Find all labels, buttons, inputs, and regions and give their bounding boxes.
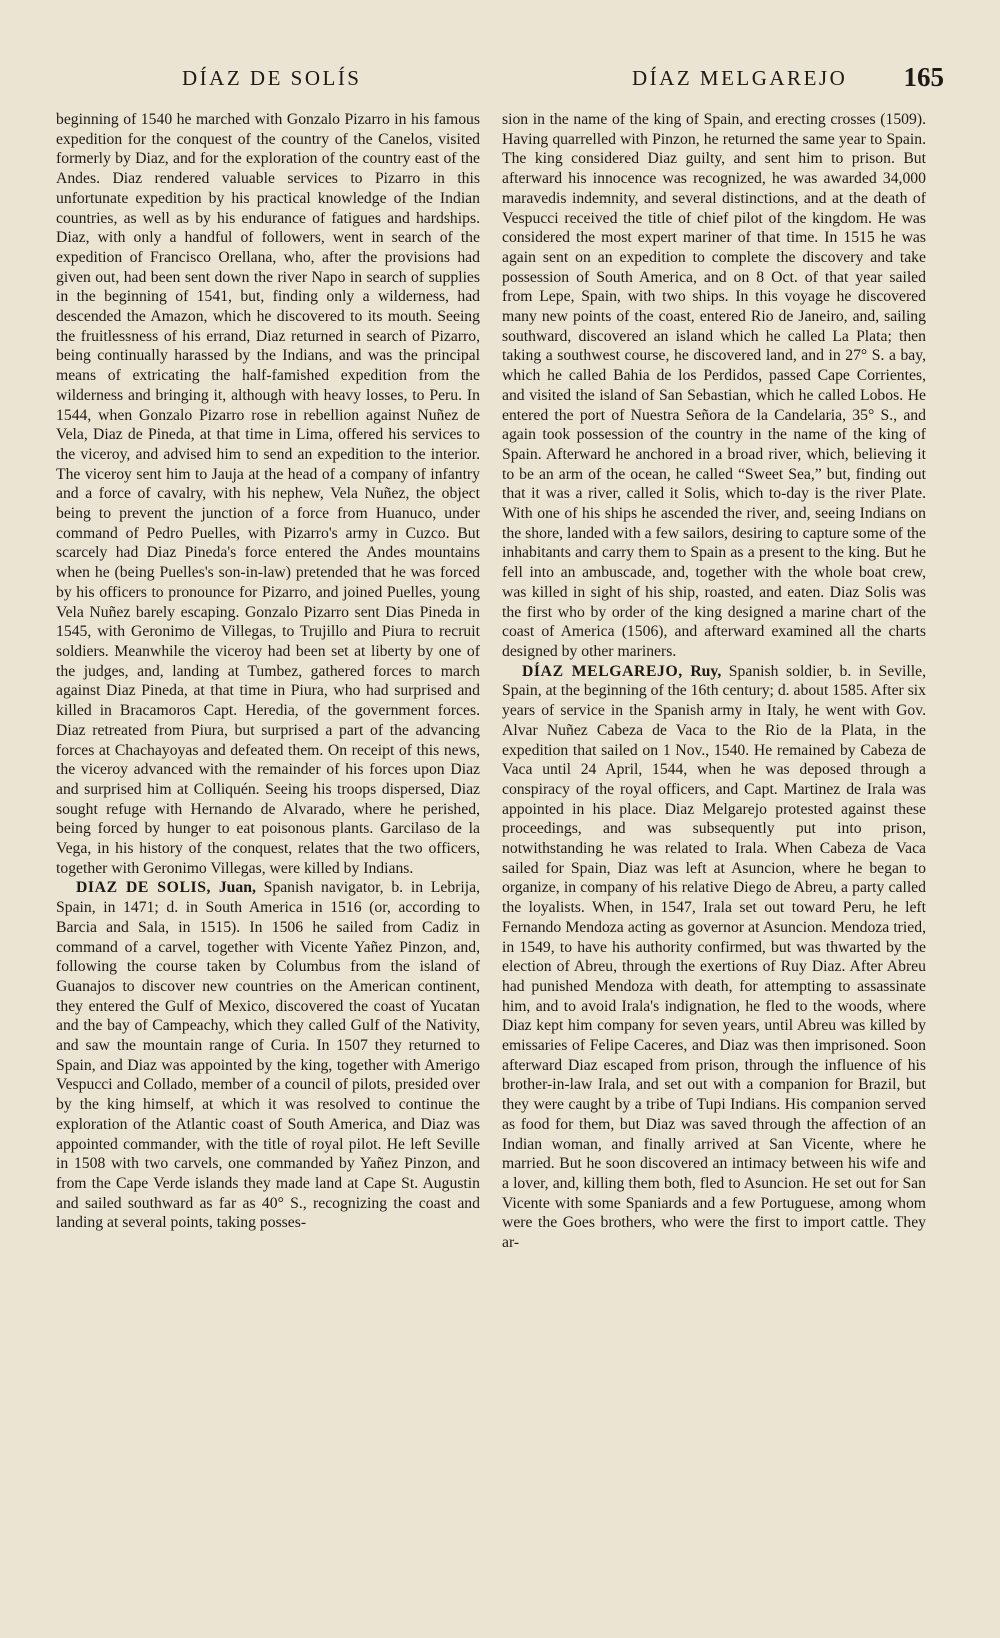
running-head — [60, 62, 944, 102]
continued-entry-text: sion in the name of the king of Spain, and erecting crosses (1509). Having quarrelled with Pinzon, he returned the same year to Spain. The king considered Diaz guilty, and sent him to prison. But afterward his innocence was recognized, he was awarded 34,000 maravedis indemnity, and several distinctions, and at the death of Vespucci received the title of chief pilot of the kingdom. He was considered the most expert mariner of that time. In 1515 he was again sent on an expedition to complete the discovery and take possession of South America, and on 8 Oct. of that year sailed from Lepe, Spain, with two ships. In this voyage he discovered many new points of the coast, entered Rio de Janeiro, and, sailing southward, discovered an island which he called La Plata; then taking a southwest course, he discovered land, and in 27° S. a bay, which he called Bahia de los Perdidos, passed Cape Corrientes, and visited the island of San Sebastian, which he called Lobos. He entered the port of Nuestra Señora de la Candelaria, 35° S., and again took possession of the country in the name of the king of Spain. Afterward he anchored in a broad river, which, believing it to be an arm of the ocean, he called “Sweet Sea,” but, finding out that it was a river, called it Solis, which to-day is the river Plate. With one of his ships he ascended the river, and, seeing Indians on the shore, landed with a few sailors, desiring to capture some of the inhabitants and carry them to Spain as a present to the king. But he fell into an ambuscade, and, together with the whole boat crew, was killed in sight of his ship, roasted, and eaten. Diaz Solis was the first who by order of the king designed a marine chart of the coast of America (1506), and afterward examined all the charts designed by other mariners. — [502, 111, 926, 660]
left-column — [56, 110, 480, 1233]
entry-diaz-melgarejo — [502, 662, 926, 1253]
running-head-center: DÍAZ MELGAREJO — [632, 66, 848, 90]
continued-entry-text: beginning of 1540 he marched with Gonzalo Pizarro in his famous expedition for the conquest of the country of the Canelos, visited formerly by Diaz, and for the exploration of the country east of the Andes. Diaz rendered valuable services to Pizarro in this unfortunate expedition by his practical knowledge of the Indian countries, as well as by his endurance of fatigues and hardships. Diaz, with only a handful of followers, went in search of the expedition of Francisco Orellana, who, after the provisions had given out, had been sent down the river Napo in search of supplies in the beginning of 1541, but, finding only a wilderness, had descended the Amazon, which he discovered to its mouth. Seeing the fruitlessness of his errand, Diaz returned in search of Pizarro, being continually harassed by the Indians, and was the principal means of extricating the half-famished expedition from the wilderness and bringing it, although with heavy losses, to Peru. In 1544, when Gonzalo Pizarro rose in rebellion against Nuñez de Vela, Diaz de Pineda, at that time in Lima, offered his services to the viceroy, and advised him to send an expedition to the interior. The viceroy sent him to Jauja at the head of a company of infantry and a force of cavalry, with his nephew, Vela Nuñez, the object being to prevent the junction of a force from Huanuco, under command of Pedro Puelles, with Pizarro's army in Cuzco. But scarcely had Diaz Pineda's force entered the Andes mountains when he (being Puelles's son-in-law) pretended that he was forced by his officers to pronounce for Pizarro, and joined Puelles, young Vela Nuñez barely escaping. Gonzalo Pizarro sent Dias Pineda in 1545, with Geronimo de Villegas, to Trujillo and Piura to recruit soldiers. Meanwhile the viceroy had been set at liberty by one of the judges, and, landing at Tumbez, gathered forces to march against Diaz Pineda, at that time in Piura, who had surprised and killed in Bracamoros Capt. Heredia, of the government forces. Diaz retreated from Piura, but surprised a part of the advancing forces at Chachayoyas and defeated them. On receipt of this news, the viceroy advanced with the remainder of his forces upon Diaz and surprised him at Colliquén. Seeing his troops dispersed, Diaz sought refuge with Hernando de Alvarado, where he perished, being forced by hunger to eat poisonous plants. Garcilaso de la Vega, in his history of the conquest, relates that the two officers, together with Geronimo Villegas, were killed by Indians. — [56, 111, 480, 877]
running-head-left: DÍAZ DE SOLÍS — [182, 66, 362, 90]
entry-diaz-de-solis — [56, 878, 480, 1233]
page-number: 165 — [903, 62, 944, 92]
entry-forename: Ruy, — [690, 662, 722, 680]
right-column — [502, 110, 926, 1253]
entry-forename: Juan, — [218, 879, 256, 897]
entry-body: Spanish soldier, b. in Seville, Spain, at the beginning of the 16th century; d. about 1585. After six years of service in the Spanish army in Italy, he went with Gov. Alvar Nuñez Cabeza de Vaca to the Rio de la Plata, in the expedition that sailed on 1 Nov., 1540. He remained by Cabeza de Vaca until 24 April, 1544, when he was deposed through a conspiracy of the royal officers, and Capt. Martinez de Irala was appointed in his place. Diaz Melgarejo protested against these proceedings, and was subsequently put into prison, notwithstanding he was related to Irala. When Cabeza de Vaca sailed for Spain, Diaz was left at Asuncion, where he began to organize, in company of his relative Diego de Abreu, a party called the loyalists. When, in 1547, Irala set out toward Peru, he left Fernando Mendoza acting as governor at Asuncion. Mendoza tried, in 1549, to have his authority confirmed, but was thwarted by the election of Abreu, through the exertions of Ruy Diaz. After Abreu had punished Mendoza with death, for attempting to assassinate him, and to avoid Irala's indignation, he fled to the woods, where Diaz kept him company for seven years, until Abreu was killed by emissaries of Felipe Caceres, and Diaz was then imprisoned. Soon afterward Diaz escaped from prison, through the influence of his brother-in-law Irala, and set out with a companion for Brazil, but they were caught by a tribe of Tupi Indians. His companion served as food for them, but Diaz was saved through the affection of an Indian woman, and finally arrived at San Vicente, where he married. But he soon discovered an intimacy between his wife and a lover, and, killing them both, fled to Asuncion. He set out for San Vicente with some Spaniards and a few Portuguese, among whom were the Goes brothers, who were the first to import cattle. They ar- — [502, 662, 927, 1252]
entry-headword: DIAZ DE SOLIS, — [76, 879, 212, 897]
entry-body: Spanish navigator, b. in Lebrija, Spain, in 1471; d. in South America in 1516 (or, according to Barcia and Sala, in 1515). In 1506 he sailed from Cadiz in command of a carvel, together with Vicente Yañez Pinzon, and, following the course taken by Columbus from the island of Guanajos to discover new countries on the American continent, they entered the Gulf of Mexico, discovered the coast of Yucatan and the bay of Campeachy, which they called Gulf of the Nativity, and saw the mountain range of Curia. In 1507 they returned to Spain, and Diaz was appointed by the king, together with Amerigo Vespucci and Collado, member of a council of pilots, presided over by the king himself, at which it was resolved to continue the exploration of the Atlantic coast of South America, and Diaz was appointed commander, with the title of royal pilot. He left Seville in 1508 with two carvels, one commanded by Yañez Pinzon, and from the Cape Verde islands they made land at Cape St. Augustin and sailed southward as far as 40° S., recognizing the coast and landing at several points, taking posses- — [56, 879, 481, 1232]
entry-headword: DÍAZ MELGAREJO, — [522, 662, 683, 680]
